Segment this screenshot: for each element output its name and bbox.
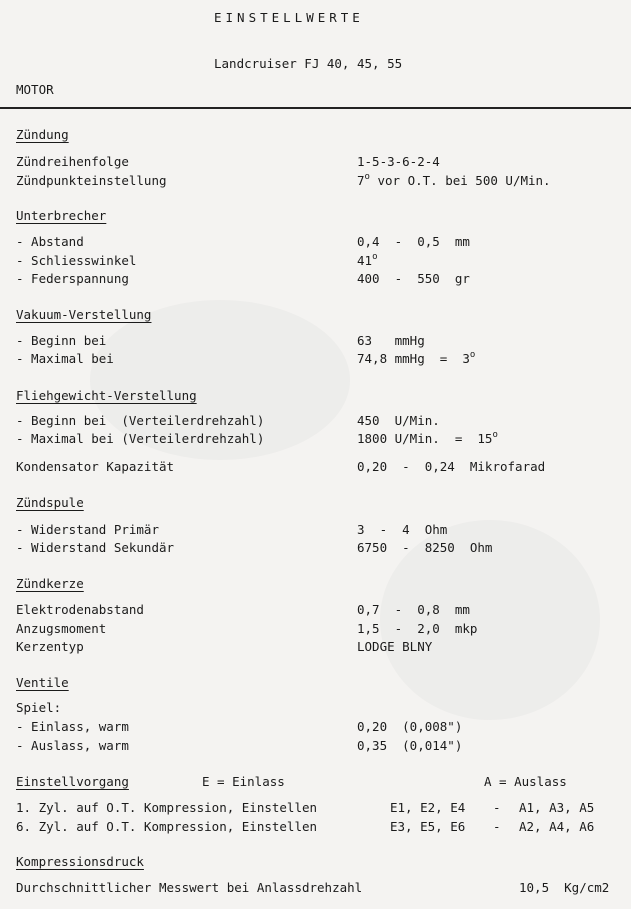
label-flieh-maximal: - Maximal bei (Verteilerdrehzahl) [16,431,265,446]
value-anzugsmoment: 1,5 - 2,0 mkp [357,621,478,636]
value-zyl-1-einlass: E1, E2, E4 [390,800,466,815]
section-heading-zuendung: Zündung [16,127,69,142]
label-einlass-warm: - Einlass, warm [16,719,129,734]
value-vakuum-maximal: 74,8 mmHg = 3$^o$ [357,350,476,366]
header-divider [0,107,631,109]
label-kerzentyp: Kerzentyp [16,639,84,654]
label-elektrodenabstand: Elektrodenabstand [16,602,144,617]
label-spiel: Spiel: [16,700,62,715]
document-subtitle: Landcruiser FJ 40, 45, 55 [214,56,403,71]
value-schliesswinkel: 41$^o$ [357,252,378,268]
value-abstand: 0,4 - 0,5 mm [357,234,470,249]
section-heading-einstellvorgang: Einstellvorgang [16,774,129,789]
value-auslass-warm: 0,35 (0,014") [357,738,463,753]
value-zyl-6-auslass: A2, A4, A6 [519,819,595,834]
label-flieh-beginn: - Beginn bei (Verteilerdrehzahl) [16,413,265,428]
label-anzugsmoment: Anzugsmoment [16,621,107,636]
value-messwert: 10,5 Kg/cm2 [519,880,610,895]
label-widerstand-primaer: - Widerstand Primär [16,522,159,537]
value-zuendpunkteinstellung: 7$^o$ vor O.T. bei 500 U/Min. [357,172,551,188]
label-zyl-6: 6. Zyl. auf O.T. Kompression, Einstellen [16,819,318,834]
value-kerzentyp: LODGE BLNY [357,639,433,654]
section-heading-fliehgewicht: Fliehgewicht-Verstellung [16,388,197,403]
dash-zyl-1: - [493,800,501,815]
label-schliesswinkel: - Schliesswinkel [16,253,137,268]
label-kondensator: Kondensator Kapazität [16,459,175,474]
value-federspannung: 400 - 550 gr [357,271,470,286]
value-zyl-1-auslass: A1, A3, A5 [519,800,595,815]
legend-einlass: E = Einlass [202,774,285,789]
value-elektrodenabstand: 0,7 - 0,8 mm [357,602,470,617]
value-widerstand-sekundaer: 6750 - 8250 Ohm [357,540,493,555]
section-heading-zuendkerze: Zündkerze [16,576,84,591]
document-title: EINSTELLWERTE [214,10,364,25]
label-zyl-1: 1. Zyl. auf O.T. Kompression, Einstellen [16,800,318,815]
label-zuendpunkteinstellung: Zündpunkteinstellung [16,173,167,188]
value-vakuum-beginn: 63 mmHg [357,333,425,348]
label-messwert: Durchschnittlicher Messwert bei Anlassdrehzahl [16,880,363,895]
label-vakuum-maximal: - Maximal bei [16,351,114,366]
value-kondensator: 0,20 - 0,24 Mikrofarad [357,459,546,474]
section-heading-ventile: Ventile [16,675,69,690]
value-flieh-beginn: 450 U/Min. [357,413,440,428]
section-heading-vakuum: Vakuum-Verstellung [16,307,152,322]
label-vakuum-beginn: - Beginn bei [16,333,107,348]
section-heading-kompressionsdruck: Kompressionsdruck [16,854,144,869]
value-zuendreihenfolge: 1-5-3-6-2-4 [357,154,440,169]
label-auslass-warm: - Auslass, warm [16,738,129,753]
label-widerstand-sekundaer: - Widerstand Sekundär [16,540,175,555]
label-zuendreihenfolge: Zündreihenfolge [16,154,129,169]
value-einlass-warm: 0,20 (0,008") [357,719,463,734]
section-heading-zuendspule: Zündspule [16,495,84,510]
legend-auslass: A = Auslass [484,774,567,789]
section-heading-unterbrecher: Unterbrecher [16,208,107,223]
dash-zyl-6: - [493,819,501,834]
category-label: MOTOR [16,82,54,97]
label-abstand: - Abstand [16,234,84,249]
value-zyl-6-einlass: E3, E5, E6 [390,819,466,834]
value-flieh-maximal: 1800 U/Min. = 15$^o$ [357,430,498,446]
label-federspannung: - Federspannung [16,271,129,286]
value-widerstand-primaer: 3 - 4 Ohm [357,522,448,537]
